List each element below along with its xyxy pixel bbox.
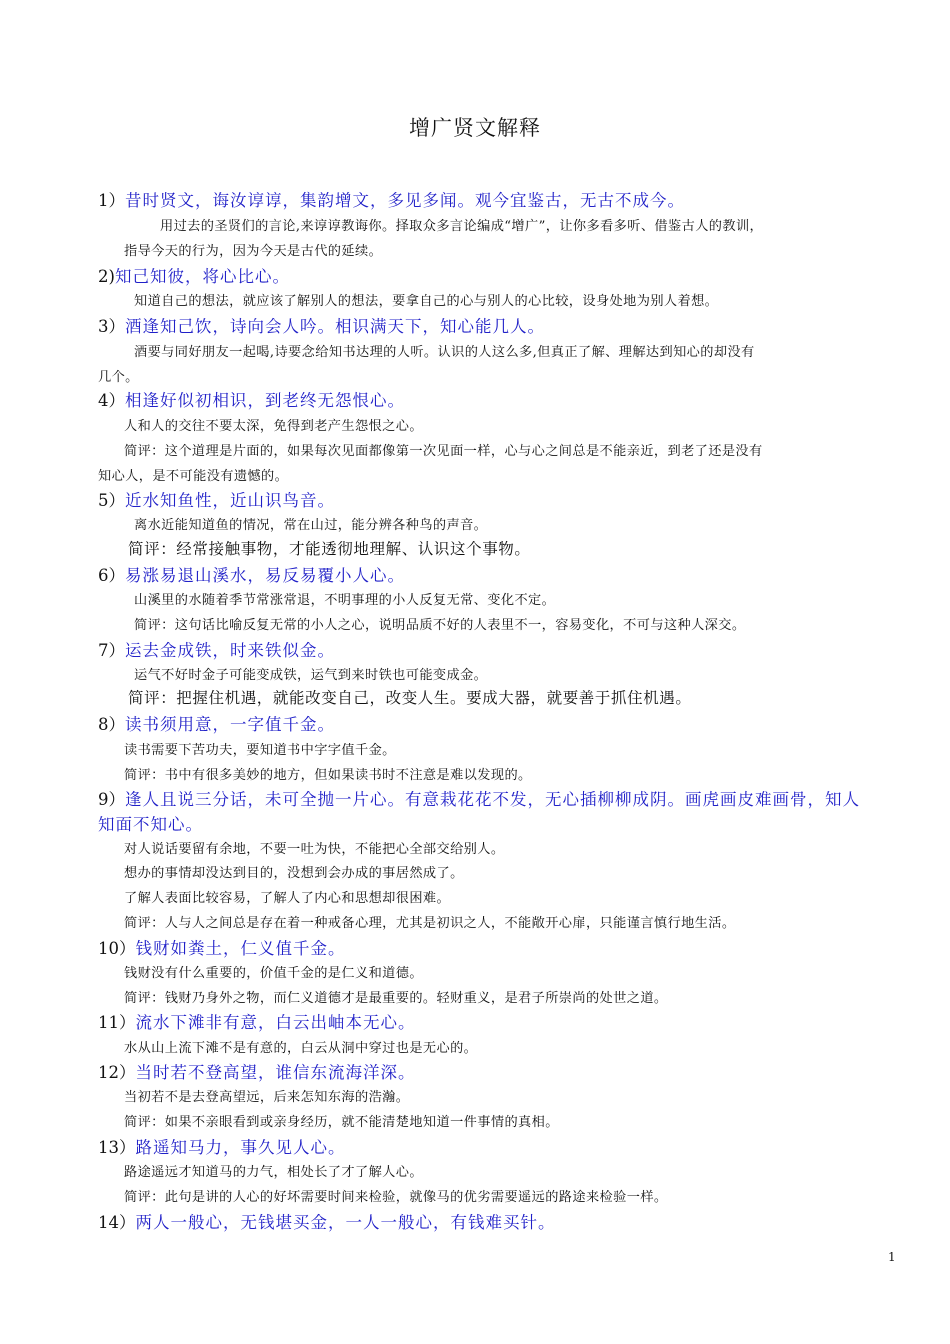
entry-number: 3）: [98, 317, 125, 336]
commentary-line: 简评：书中有很多美妙的地方，但如果读书时不注意是难以发现的。: [124, 768, 532, 783]
explanation-line: 离水近能知道鱼的情况，常在山过，能分辨各种鸟的声音。: [134, 518, 488, 533]
verse-text: 流水下滩非有意，白云出岫本无心。: [135, 1013, 416, 1032]
commentary-line: 简评：钱财乃身外之物，而仁义道德才是最重要的。轻财重义，是君子所崇尚的处世之道。: [124, 991, 668, 1006]
entry-number: 9）: [98, 790, 125, 809]
verse-text: 路遥知马力，事久见人心。: [135, 1138, 346, 1157]
explanation-line: 当初若不是去登高望远，后来怎知东海的浩瀚。: [124, 1090, 410, 1105]
commentary-line: 简评：如果不亲眼看到或亲身经历，就不能清楚地知道一件事情的真相。: [124, 1115, 559, 1130]
explanation-line: 用过去的圣贤们的言论,来谆谆教诲你。择取众多言论编成“增广”，让你多看多听、借鉴古人的教训，: [160, 219, 764, 234]
entry-number: 4）: [98, 391, 125, 410]
explanation-line: 水从山上流下滩不是有意的，白云从洞中穿过也是无心的。: [124, 1041, 478, 1056]
verse-text: 两人一般心，无钱堪买金，一人一般心，有钱难买针。: [135, 1213, 556, 1232]
verse-text: 读书须用意，一字值千金。: [125, 715, 335, 734]
entry-4-heading: [98, 387, 405, 411]
entry-3-heading: [98, 313, 545, 337]
verse-text: 易涨易退山溪水，易反易覆小人心。: [125, 566, 405, 585]
explanation-line: 知道自己的想法，就应该了解别人的想法，要拿自己的心与别人的心比较，设身处地为别人着想。: [134, 294, 719, 309]
explanation-line: 运气不好时金子可能变成铁，运气到来时铁也可能变成金。: [134, 668, 488, 683]
verse-text: 运去金成铁，时来铁似金。: [125, 641, 335, 660]
explanation-line: 酒要与同好朋友一起喝,诗要念给知书达理的人听。认识的人这么多,但真正了解、理解达到知心的却没有: [134, 345, 755, 360]
entry-number: 6）: [98, 566, 125, 585]
explanation-line: 了解人表面比较容易，了解人了内心和思想却很困难。: [124, 891, 451, 906]
entry-8-heading: [98, 711, 335, 735]
explanation-line: 人和人的交往不要太深，免得到老产生怨恨之心。: [124, 419, 423, 434]
entry-11-heading: [98, 1009, 416, 1033]
entry-number: 14）: [98, 1213, 136, 1232]
entry-10-heading: [98, 935, 346, 959]
entry-number: 13）: [98, 1138, 136, 1157]
entry-number: 2): [98, 267, 115, 286]
explanation-line: 读书需要下苦功夫，要知道书中字字值千金。: [124, 743, 396, 758]
verse-text: 昔时贤文，诲汝谆谆，集韵增文，多见多闻。观今宜鉴古，无古不成今。: [125, 191, 685, 210]
commentary-line: 简评：经常接触事物，才能透彻地理解、认识这个事物。: [128, 540, 531, 558]
entry-13-heading: [98, 1134, 346, 1158]
commentary-line: 知心人，是不可能没有遗憾的。: [98, 469, 289, 484]
entry-12-heading: [98, 1059, 416, 1083]
verse-text-continued: 知面不知心。: [98, 815, 203, 834]
entry-14-heading: [98, 1209, 556, 1233]
explanation-line: 对人说话要留有余地，不要一吐为快，不能把心全部交给别人。: [124, 842, 505, 857]
commentary-line: 简评：人与人之间总是存在着一种戒备心理，尤其是初识之人，不能敞开心扉，只能谨言慎行地生活。: [124, 916, 736, 931]
page-number: 1: [888, 1250, 896, 1264]
verse-text: 近水知鱼性，近山识鸟音。: [125, 491, 335, 510]
commentary-line: 简评：这句话比喻反复无常的小人之心，说明品质不好的人表里不一，容易变化，不可与这种人深交。: [134, 618, 746, 633]
entry-number: 5）: [98, 491, 125, 510]
entry-9-heading: [98, 786, 860, 810]
explanation-line: 钱财没有什么重要的，价值千金的是仁义和道德。: [124, 966, 423, 981]
explanation-line: 路途遥远才知道马的力气，相处长了才了解人心。: [124, 1165, 423, 1180]
commentary-line: 简评：把握住机遇，就能改变自己，改变人生。要成大器，就要善于抓住机遇。: [128, 689, 692, 707]
entry-5-heading: [98, 487, 335, 511]
entry-number: 8）: [98, 715, 125, 734]
entry-2-heading: [98, 263, 290, 287]
explanation-line: 山溪里的水随着季节常涨常退，不明事理的小人反复无常、变化不定。: [134, 593, 556, 608]
entry-number: 1）: [98, 191, 125, 210]
entry-number: 11）: [98, 1013, 136, 1032]
entry-6-heading: [98, 562, 405, 586]
commentary-line: 简评：此句是讲的人心的好坏需要时间来检验，就像马的优劣需要遥远的路途来检验一样。: [124, 1190, 668, 1205]
commentary-line: 简评：这个道理是片面的，如果每次见面都像第一次见面一样，心与心之间总是不能亲近，到老了还是没有: [124, 444, 763, 459]
explanation-line: 想办的事情却没达到目的，没想到会办成的事居然成了。: [124, 866, 464, 881]
verse-text: 钱财如粪土，仁义值千金。: [135, 939, 346, 958]
entry-1-heading: [98, 187, 685, 211]
verse-text: 当时若不登高望，谁信东流海洋深。: [135, 1063, 416, 1082]
explanation-line: 指导今天的行为，因为今天是古代的延续。: [124, 244, 383, 259]
verse-text: 酒逢知己饮，诗向会人吟。相识满天下，知心能几人。: [125, 317, 545, 336]
entry-number: 12）: [98, 1063, 136, 1082]
explanation-line: 几个。: [98, 370, 139, 385]
entry-number: 7）: [98, 641, 125, 660]
entry-7-heading: [98, 637, 335, 661]
verse-text: 相逢好似初相识，到老终无怨恨心。: [125, 391, 405, 410]
verse-text: 知己知彼，将心比心。: [114, 267, 290, 286]
document-title: 增广贤文解释: [409, 116, 541, 140]
entry-number: 10）: [98, 939, 136, 958]
verse-text: 逢人且说三分话，未可全抛一片心。有意栽花花不发，无心插柳柳成阴。画虎画皮难画骨，知人: [125, 790, 860, 809]
